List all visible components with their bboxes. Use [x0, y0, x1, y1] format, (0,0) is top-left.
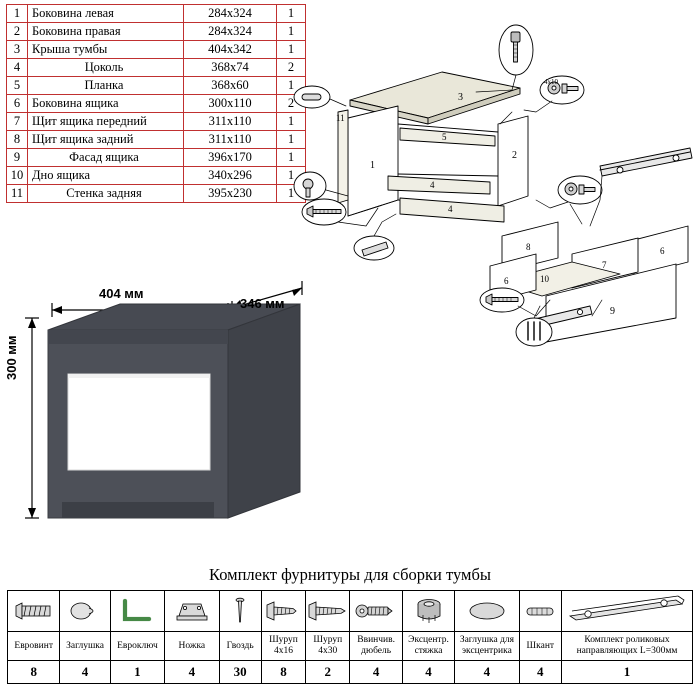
part-name: Боковина правая — [28, 23, 184, 41]
part-plinth-upper — [388, 176, 490, 194]
hex-key-icon — [110, 591, 164, 632]
table-row — [7, 167, 306, 185]
hardware-label: Эксцентр. стяжка — [402, 632, 454, 661]
width-dimension-label: 404 мм — [99, 286, 144, 301]
table-row — [7, 59, 306, 77]
product-view-svg — [0, 270, 380, 560]
euro-screw-icon — [8, 591, 60, 632]
hardware-count: 4 — [402, 661, 454, 684]
part-size: 300х110 — [184, 95, 277, 113]
part-name: Щит ящика передний — [28, 113, 184, 131]
drawer-slide-icon — [561, 591, 692, 632]
cam-cover-icon — [455, 591, 519, 632]
callout-foot-bottom — [354, 214, 396, 260]
svg-text:2: 2 — [512, 150, 517, 161]
svg-text:4: 4 — [430, 180, 435, 190]
part-size: 368х74 — [184, 59, 277, 77]
hardware-count: 2 — [306, 661, 350, 684]
svg-text:7: 7 — [602, 260, 607, 270]
hardware-label: Шкант — [519, 632, 561, 661]
part-size: 395х230 — [184, 185, 277, 203]
part-size: 284х324 — [184, 23, 277, 41]
hardware-count: 4 — [519, 661, 561, 684]
svg-text:11: 11 — [336, 113, 345, 123]
table-row — [7, 131, 306, 149]
hardware-count: 1 — [561, 661, 692, 684]
height-dimension-line — [25, 318, 39, 518]
hardware-count: 4 — [350, 661, 402, 684]
screw-4x30-icon — [306, 591, 350, 632]
part-number: 5 — [7, 77, 28, 95]
dowel-icon — [519, 591, 561, 632]
drawer-slide-right — [600, 148, 692, 176]
table-row — [7, 113, 306, 131]
table-row — [7, 185, 306, 203]
part-qty: 1 — [277, 5, 306, 23]
table-row — [7, 23, 306, 41]
hardware-count: 8 — [8, 661, 60, 684]
part-plinth-lower — [400, 198, 504, 222]
part-size: 404х342 — [184, 41, 277, 59]
hardware-count: 4 — [455, 661, 519, 684]
hardware-label: Комплект роликовых направляющих L=300мм — [561, 632, 692, 661]
hardware-label: Шуруп 4х30 — [306, 632, 350, 661]
hardware-label: Заглушка для эксцентрика — [455, 632, 519, 661]
hardware-table — [7, 590, 693, 684]
part-qty: 1 — [277, 167, 306, 185]
height-dimension-label: 300 мм — [4, 335, 19, 380]
part-size: 311х110 — [184, 113, 277, 131]
screw-in-dowel-icon — [350, 591, 402, 632]
part-number: 10 — [7, 167, 28, 185]
part-size: 368х60 — [184, 77, 277, 95]
part-left-side — [348, 106, 398, 216]
svg-text:6: 6 — [660, 246, 665, 256]
part-size: 311х110 — [184, 131, 277, 149]
part-size: 396х170 — [184, 149, 277, 167]
callout-cam-lock-right — [536, 176, 602, 208]
part-number: 2 — [7, 23, 28, 41]
svg-text:6: 6 — [504, 276, 509, 286]
callout-dowel-left — [294, 86, 346, 108]
svg-text:1: 1 — [370, 160, 375, 171]
hardware-label: Ножка — [165, 632, 219, 661]
part-name: Крыша тумбы — [28, 41, 184, 59]
part-back-wall — [336, 110, 348, 203]
hardware-label: Заглушка — [60, 632, 110, 661]
part-number: 8 — [7, 131, 28, 149]
part-number: 6 — [7, 95, 28, 113]
hardware-label: Ввинчив. дюбель — [350, 632, 402, 661]
nail-icon — [219, 591, 261, 632]
depth-dimension-label: 346 мм — [240, 296, 285, 311]
part-qty: 1 — [277, 131, 306, 149]
part-name: Стенка задняя — [28, 185, 184, 203]
part-number: 3 — [7, 41, 28, 59]
cap-icon — [60, 591, 110, 632]
svg-text:10: 10 — [540, 274, 549, 284]
part-right-side — [498, 116, 528, 206]
hardware-counts-row — [8, 661, 693, 684]
part-number: 4 — [7, 59, 28, 77]
parts-table — [6, 4, 306, 203]
hardware-count: 30 — [219, 661, 261, 684]
part-name: Цоколь — [28, 59, 184, 77]
hardware-icons-row — [8, 591, 693, 632]
part-qty: 1 — [277, 149, 306, 167]
svg-text:5: 5 — [442, 132, 447, 142]
part-qty: 1 — [277, 41, 306, 59]
part-name: Дно ящика — [28, 167, 184, 185]
part-name: Боковина ящика — [28, 95, 184, 113]
foot-icon — [165, 591, 219, 632]
svg-text:3: 3 — [458, 92, 463, 103]
part-name: Планка — [28, 77, 184, 95]
part-qty: 2 — [277, 59, 306, 77]
table-row — [7, 41, 306, 59]
part-size: 284х324 — [184, 5, 277, 23]
part-name: Щит ящика задний — [28, 131, 184, 149]
table-row — [7, 77, 306, 95]
hardware-label: Евроключ — [110, 632, 164, 661]
cabinet-3d-body — [48, 304, 300, 518]
svg-text:4: 4 — [448, 204, 453, 214]
part-qty: 2 — [277, 95, 306, 113]
table-row — [7, 5, 306, 23]
part-number: 9 — [7, 149, 28, 167]
table-row — [7, 95, 306, 113]
part-name: Боковина левая — [28, 5, 184, 23]
hardware-count: 1 — [110, 661, 164, 684]
screw-4x16-icon — [261, 591, 305, 632]
svg-text:4х10: 4х10 — [544, 78, 558, 86]
callout-cam-lock-top-right — [524, 76, 584, 112]
svg-text:9: 9 — [610, 306, 615, 317]
hardware-section-title: Комплект фурнитуры для сборки тумбы — [209, 565, 491, 584]
cam-lock-icon — [402, 591, 454, 632]
part-number: 7 — [7, 113, 28, 131]
part-qty: 1 — [277, 77, 306, 95]
part-size: 340х296 — [184, 167, 277, 185]
hardware-label: Гвоздь — [219, 632, 261, 661]
hardware-count: 4 — [165, 661, 219, 684]
hardware-label: Шуруп 4х16 — [261, 632, 305, 661]
part-qty: 1 — [277, 113, 306, 131]
part-number: 1 — [7, 5, 28, 23]
hardware-labels-row — [8, 632, 693, 661]
hardware-count: 4 — [60, 661, 110, 684]
part-qty: 1 — [277, 185, 306, 203]
dimensioned-product-view — [0, 270, 380, 560]
part-qty: 1 — [277, 23, 306, 41]
part-number: 11 — [7, 185, 28, 203]
part-name: Фасад ящика — [28, 149, 184, 167]
parts-table-body — [7, 5, 306, 203]
hardware-count: 8 — [261, 661, 305, 684]
table-row — [7, 149, 306, 167]
svg-text:8: 8 — [526, 242, 531, 252]
hardware-label: Евровинт — [8, 632, 60, 661]
